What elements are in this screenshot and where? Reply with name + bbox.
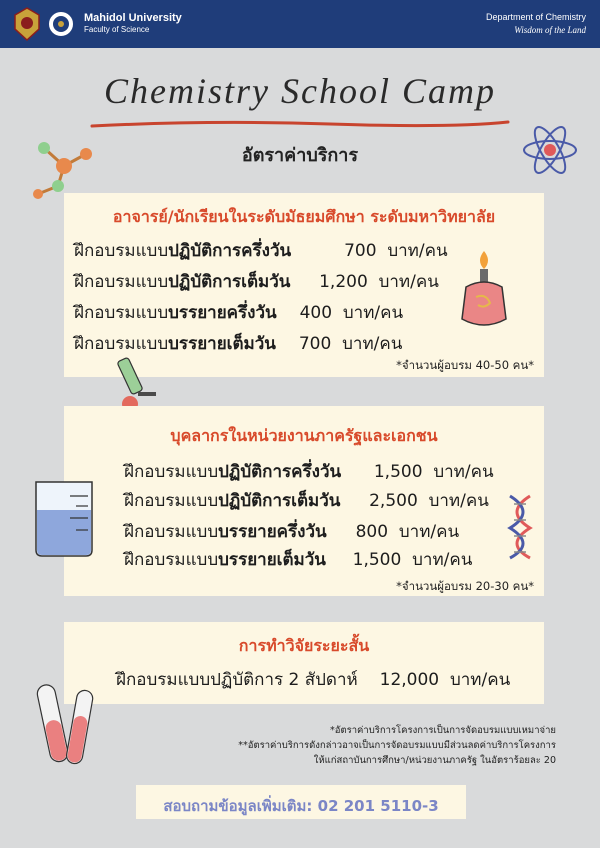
row-type: ปฏิบัติการครึ่งวัน: [218, 462, 342, 482]
row-price: 800: [355, 522, 389, 542]
university-label: Mahidol University: [84, 12, 182, 24]
beaker-icon: [30, 476, 104, 560]
row-unit: บาท/คน: [387, 241, 448, 261]
row-prefix: ฝึกอบรมแบบ: [124, 550, 219, 570]
footnote: *อัตราค่าบริการโครงการเป็นการจัดอบรมแบบเหมาจ่าย: [329, 725, 556, 736]
price-row: [124, 458, 494, 485]
faculty-label: Faculty of Science: [84, 25, 150, 34]
row-type: บรรยายเต็มวัน: [168, 334, 276, 354]
test-tubes-icon: [34, 680, 100, 770]
university-name: [84, 12, 182, 34]
row-unit: บาท/คน: [428, 491, 489, 511]
row-prefix: ฝึกอบรมแบบ: [124, 522, 219, 542]
row-type: บรรยายเต็มวัน: [218, 550, 326, 570]
row-price: 400: [299, 303, 333, 323]
row-prefix: ฝึกอบรมแบบ: [124, 462, 219, 482]
row-price: 1,500: [373, 462, 423, 482]
row-price: 700: [344, 241, 377, 261]
page-subtitle: อัตราค่าบริการ: [241, 145, 359, 166]
contact-box: [136, 785, 466, 819]
footnote: **อัตราค่าบริการดังกล่าวอาจเป็นการจัดอบรมแบบมีส่วนลดค่าบริการโครงการ: [238, 740, 556, 751]
row-price: 1,200: [319, 272, 368, 292]
contact-text: สอบถามข้อมูลเพิ่มเติม: 02 201 5110-3: [163, 797, 439, 815]
row-type: ปฏิบัติการครึ่งวัน: [168, 241, 292, 261]
row-prefix: ฝึกอบรมแบบ: [74, 241, 169, 261]
dna-icon: [500, 494, 540, 560]
row-unit: บาท/คน: [412, 550, 473, 570]
row-price: 2,500: [369, 491, 418, 511]
row-unit: บาท/คน: [378, 272, 439, 292]
footnotes: [238, 723, 556, 768]
row-unit: บาท/คน: [433, 462, 494, 482]
row-unit: บาท/คน: [342, 334, 403, 354]
title-underline: [90, 118, 510, 130]
row-prefix: ฝึกอบรมแบบ: [74, 272, 169, 292]
row-prefix: ฝึกอบรมแบบ: [74, 334, 169, 354]
price-row: [74, 268, 439, 295]
row-price: 1,500: [352, 550, 402, 570]
faculty-logo-icon: [46, 7, 76, 41]
pricing-card-agencies: [64, 406, 544, 596]
row-unit: บาท/คน: [398, 522, 460, 542]
row-prefix: ฝึกอบรมแบบ: [74, 303, 169, 323]
row-unit: บาท/คน: [342, 303, 404, 323]
university-seal-icon: [12, 7, 42, 41]
footnote: ให้แก่สถาบันการศึกษา/หน่วยงานภาครัฐ ในอัตราร้อยละ 20: [313, 755, 556, 766]
row-unit: บาท/คน: [449, 670, 511, 690]
price-row: [116, 666, 510, 693]
section-heading-students: อาจารย์/นักเรียนในระดับมัธยมศึกษา ระดับมหาวิทยาลัย: [112, 207, 496, 226]
department-block: [486, 12, 586, 35]
section-heading-agencies: บุคลากรในหน่วยงานภาครัฐและเอกชน: [170, 426, 438, 445]
participant-note: *จำนวนผู้อบรม 20-30 คน*: [396, 579, 534, 593]
price-row: [74, 237, 448, 264]
row-prefix: ฝึกอบรมแบบ: [124, 491, 219, 511]
pricing-card-students: [64, 193, 544, 377]
page-title: Chemistry School Camp: [104, 71, 496, 111]
row-type: บรรยายครึ่งวัน: [218, 522, 327, 542]
header-bar: [0, 0, 600, 48]
participant-note: *จำนวนผู้อบรม 40-50 คน*: [396, 358, 534, 372]
row-type: ปฏิบัติการเต็มวัน: [218, 491, 341, 511]
price-row: [74, 299, 403, 326]
department-label: Department of Chemistry: [485, 12, 586, 22]
row-price: 12,000: [379, 670, 440, 690]
price-row: [124, 546, 472, 573]
molecule-icon: [28, 138, 98, 200]
price-row: [124, 518, 459, 545]
atom-icon: [520, 120, 580, 180]
section-heading-research: การทำวิจัยระยะสั้น: [238, 636, 370, 655]
price-row: [124, 487, 489, 514]
motto-label: Wisdom of the Land: [514, 25, 586, 35]
pricing-card-research: [64, 622, 544, 704]
alcohol-burner-icon: [456, 247, 512, 331]
row-type: ปฏิบัติการเต็มวัน: [168, 272, 291, 292]
row-text: ฝึกอบรมแบบปฏิบัติการ 2 สัปดาห์: [116, 670, 358, 690]
row-type: บรรยายครึ่งวัน: [168, 303, 277, 323]
row-price: 700: [298, 334, 332, 354]
